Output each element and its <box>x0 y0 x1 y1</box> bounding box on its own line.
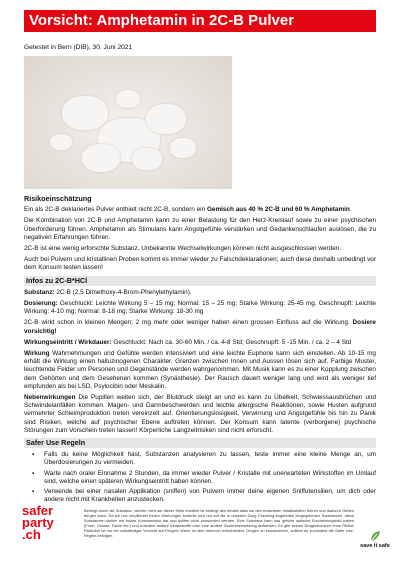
list-item <box>32 451 376 467</box>
risk-paragraph-2: Die Kombination von 2C-B und Amphetamin kann zu einer Belastung für den Herz-Kreislauf sowie zu einer psychischen Überforderung führen. Amphetamin als Stimulans kann Angstgefühle verstärken und Gedankenschlaufen auslösen, die zu negativen Erfahrungen führen. <box>24 217 376 241</box>
risk-p1-bold: Gemisch aus 40 % 2C-B und 60 % Amphetamin <box>206 206 350 214</box>
rules-section-title: Safer Use Regeln <box>24 438 376 448</box>
info-substanz <box>24 289 376 297</box>
save-it-safe-logo <box>358 530 392 549</box>
disclaimer-text: Bedingt durch die Substanz, welche nicht auf dieser Seite erwähnt ist bedingt des Inhalts dass sie den erwarteten Inhaltsstoffen führen und dadurch Gefahr bergen kann. Da wir uns verpflichtet fühlen Warnungen bedenkt sich nur auf die in unserem Drug Checking Angeboten eingegebenen Substanzen, diese Substanzen stellen ein hohes Konsumrisiko dar und sollten nicht konsumiert werden. Eine Substanz kann das gleiche optische Erscheinungsbild haben (Form, Grösse, Farbe etc.) und trotzdem andere Inhaltsstoffe oder eine andere Zusammensetzung aufweisen. Es gibt keinen Drogenkonsum ohne Risiko! Risikofrei ist nur ein vollständiger Verzicht auf Drogen! Wenn du dich dennoch entscheidest, Drogen zu konsumieren, solltest du zumindest die Safer Use-Regeln befolgen. <box>84 508 354 538</box>
risk-section-title: Risikoeinschätzung <box>24 194 92 203</box>
neben-text: Die Pupillen weiten sich, der Blutdruck steigt an und es kann zu Übelkeit, Schweissausbrüchen und Schwindelanfällen kommen. Magen- und Darmbeschwerden und leichte allergische Reaktionen, sowie Husten aufgrund vermehrter Schleimproduktion treten vereinzelt auf. Orientierungslosigkeit, Verwirrung und Angstgefühle bis hin zu Panik sind Risiken, welche auf psychischer Ebene auftreten können. Der Konsum kann latente (verborgene) psychische Störungen zum Vorschein treten lassen! Körperliche Langzeitrisiken sind nicht erforscht. <box>24 394 376 434</box>
page-title: Vorsicht: Amphetamin in 2C-B Pulver <box>24 10 376 32</box>
eintritt-text: Geschluckt: Nach ca. 30-60 Min. / ca. 4-8 Std; Geschnupft: 5 -15 Min. / ca. 2 – 4 Std <box>111 338 352 346</box>
info-dosierung-note <box>24 319 376 335</box>
dosierung-text: Geschluckt: Leichte Wirkung 5 – 15 mg; Normal: 15 – 25 mg; Starke Wirkung: 25-45 mg. Geschnupft: Leichte Wirkung: 4-10 mg; Normal: 8-18 mg; Starke Wirkung: 18-30 mg <box>24 300 376 316</box>
risk-p1-text: Ein als 2C-B deklariertes Pulver enthielt nicht 2C-B, sondern ein <box>24 206 207 214</box>
list-item <box>32 488 376 504</box>
substanz-label: Substanz: <box>24 288 55 296</box>
dosierung-label: Dosierung: <box>24 300 58 308</box>
bullet-icon: ▪ <box>32 488 35 496</box>
wirkung-text: Wahrnehmungen und Gefühle werden intensiviert und eine leichte Euphorie kann sich einstellen. Ab 10-15 mg erhält die Wirkung einen halluzinogenen Charakter. Grenzen zwischen Innen und Aussen lösen sich auf. Farbige Muster, leuchtende Felder um Personen und Gegenstände werden wahrgenommen. Mit Musik kann es zu einer Kopplung zwischen dem Gehörten und dem Gesehenen kommen (Synästhesie). Der Rausch dauert weniger lang und wird als weniger tief empfunden als bei LSD, Psylocibin oder Meskalin. <box>24 350 376 390</box>
rule-text: Warte nach oraler Einnahme 2 Stunden, da immer wieder Pulver / Kristalle mit unerwarteten Wirkstoffen im Umlauf sind, welche einen späteren Wirkungseintritt haben können. <box>44 469 376 485</box>
info-nebenwirkungen <box>24 394 376 435</box>
rule-text: Falls du keine Möglichkeit hast, Substanzen analysieren zu lassen, teste immer eine kleine Menge an, um Überdosierungen zu vermeiden. <box>44 451 376 467</box>
info-wirkung <box>24 350 376 391</box>
sample-photo <box>24 56 232 189</box>
test-location-date: Getestet in Bern (DIB), 30. Juni 2021 <box>24 44 133 51</box>
leaf-icon <box>369 530 381 542</box>
eintritt-label: Wirkungseintritt / Wirkdauer: <box>24 338 112 346</box>
rule-text: Verwende bei einer nasalen Applikation (sniffen) von Pulvern immer deine eigenen Sniffutensilien, um dich oder andere nicht mit Krankheiten anzustecken. <box>44 488 376 504</box>
list-item <box>32 470 376 486</box>
logo-line: party <box>22 515 54 530</box>
info-dosierung <box>24 300 376 316</box>
logo-line: safer <box>22 503 54 518</box>
risk-paragraph-4: Auch bei Pulvern und kristallinen Proben kommt es immer wieder zu Falschdeklarationen; auch diese deshalb unbedingt vor dem Konsum testen lassen! <box>24 256 376 272</box>
bullet-icon: ▪ <box>32 451 35 459</box>
dosierung-note-text: 2C-B wirkt schon in kleinen Mengen; 2 mg mehr oder weniger haben einen grossen Einfluss auf die Wirkung. <box>24 319 353 327</box>
dosierung-note-bold: Dosiere vorsichtig! <box>24 319 376 335</box>
risk-paragraph-3: 2C-B ist eine wenig erforschte Substanz. Unbekannte Wechselwirkungen können nicht ausgeschlossen werden. <box>24 245 342 253</box>
saveit-label: save it safe <box>360 543 390 549</box>
info-wirkungseintritt <box>24 339 376 347</box>
logo-line: .ch <box>22 527 41 542</box>
neben-label: Nebenwirkungen <box>24 394 76 402</box>
wirkung-label: Wirkung <box>24 350 50 358</box>
bullet-icon: ▪ <box>32 469 35 477</box>
risk-paragraph-1 <box>24 206 376 214</box>
saferparty-logo <box>22 505 66 541</box>
risk-p1-end: . <box>349 206 352 214</box>
main-content <box>24 193 376 507</box>
substanz-text: 2C-B (2,5 Dimethoxy-4-Brom-Phenylethylamin). <box>54 288 192 296</box>
info-section-title: Infos zu 2C-B*HCl <box>24 276 376 286</box>
rules-list <box>32 451 376 504</box>
